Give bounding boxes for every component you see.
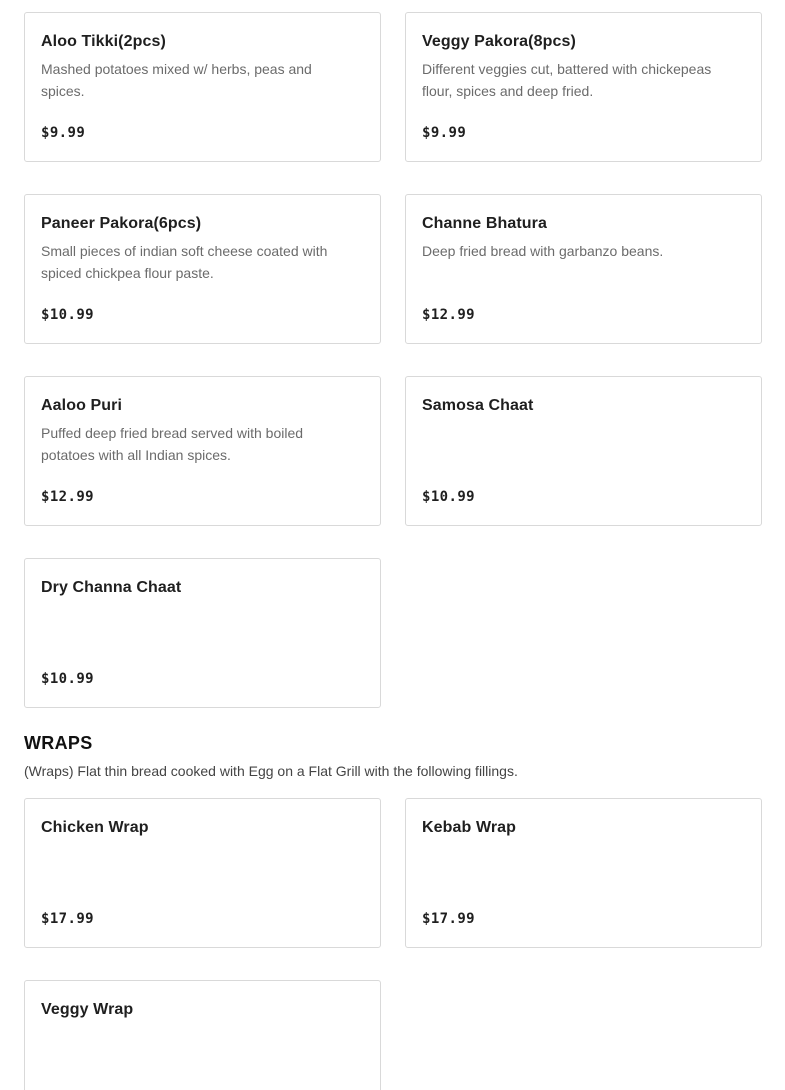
item-description: Deep fried bread with garbanzo beans. xyxy=(422,243,664,259)
item-price: $10.99 xyxy=(422,489,475,505)
item-price: $12.99 xyxy=(41,489,94,505)
item-name: Aloo Tikki(2pcs) xyxy=(41,33,166,50)
item-price: $10.99 xyxy=(41,307,94,323)
item-name: Veggy Wrap xyxy=(41,1001,134,1018)
item-name: Paneer Pakora(6pcs) xyxy=(41,215,202,232)
item-name: Chicken Wrap xyxy=(41,819,149,836)
item-price: $17.99 xyxy=(41,911,94,927)
menu-item-card[interactable] xyxy=(24,558,381,708)
menu-item-card[interactable] xyxy=(405,798,762,948)
item-name: Aaloo Puri xyxy=(41,397,123,414)
menu-item-card[interactable] xyxy=(24,980,381,1090)
item-price: $17.99 xyxy=(422,911,475,927)
item-price: $9.99 xyxy=(422,125,467,141)
menu-item-card[interactable] xyxy=(24,194,381,344)
menu-item-card[interactable] xyxy=(24,798,381,948)
section-title: WRAPS xyxy=(24,733,93,753)
section-description: (Wraps) Flat thin bread cooked with Egg on a Flat Grill with the following fillings. xyxy=(24,763,518,779)
item-name: Veggy Pakora(8pcs) xyxy=(422,33,576,50)
menu-item-card[interactable] xyxy=(405,12,762,162)
item-price: $9.99 xyxy=(41,125,86,141)
menu-item-card[interactable] xyxy=(405,376,762,526)
menu-item-card[interactable] xyxy=(24,12,381,162)
item-description: Small pieces of indian soft cheese coated with spiced chickpea flour paste. xyxy=(41,243,328,281)
item-name: Samosa Chaat xyxy=(422,397,534,414)
item-price: $12.99 xyxy=(422,307,475,323)
item-description: Different veggies cut, battered with chickepeas flour, spices and deep fried. xyxy=(422,61,712,99)
item-name: Dry Channa Chaat xyxy=(41,579,182,596)
item-price: $10.99 xyxy=(41,671,94,687)
item-description: Mashed potatoes mixed w/ herbs, peas and spices. xyxy=(41,61,312,99)
item-name: Kebab Wrap xyxy=(422,819,517,836)
menu-item-card[interactable] xyxy=(24,376,381,526)
item-name: Channe Bhatura xyxy=(422,215,547,232)
item-description: Puffed deep fried bread served with boiled potatoes with all Indian spices. xyxy=(41,425,304,463)
menu-item-card[interactable] xyxy=(405,194,762,344)
